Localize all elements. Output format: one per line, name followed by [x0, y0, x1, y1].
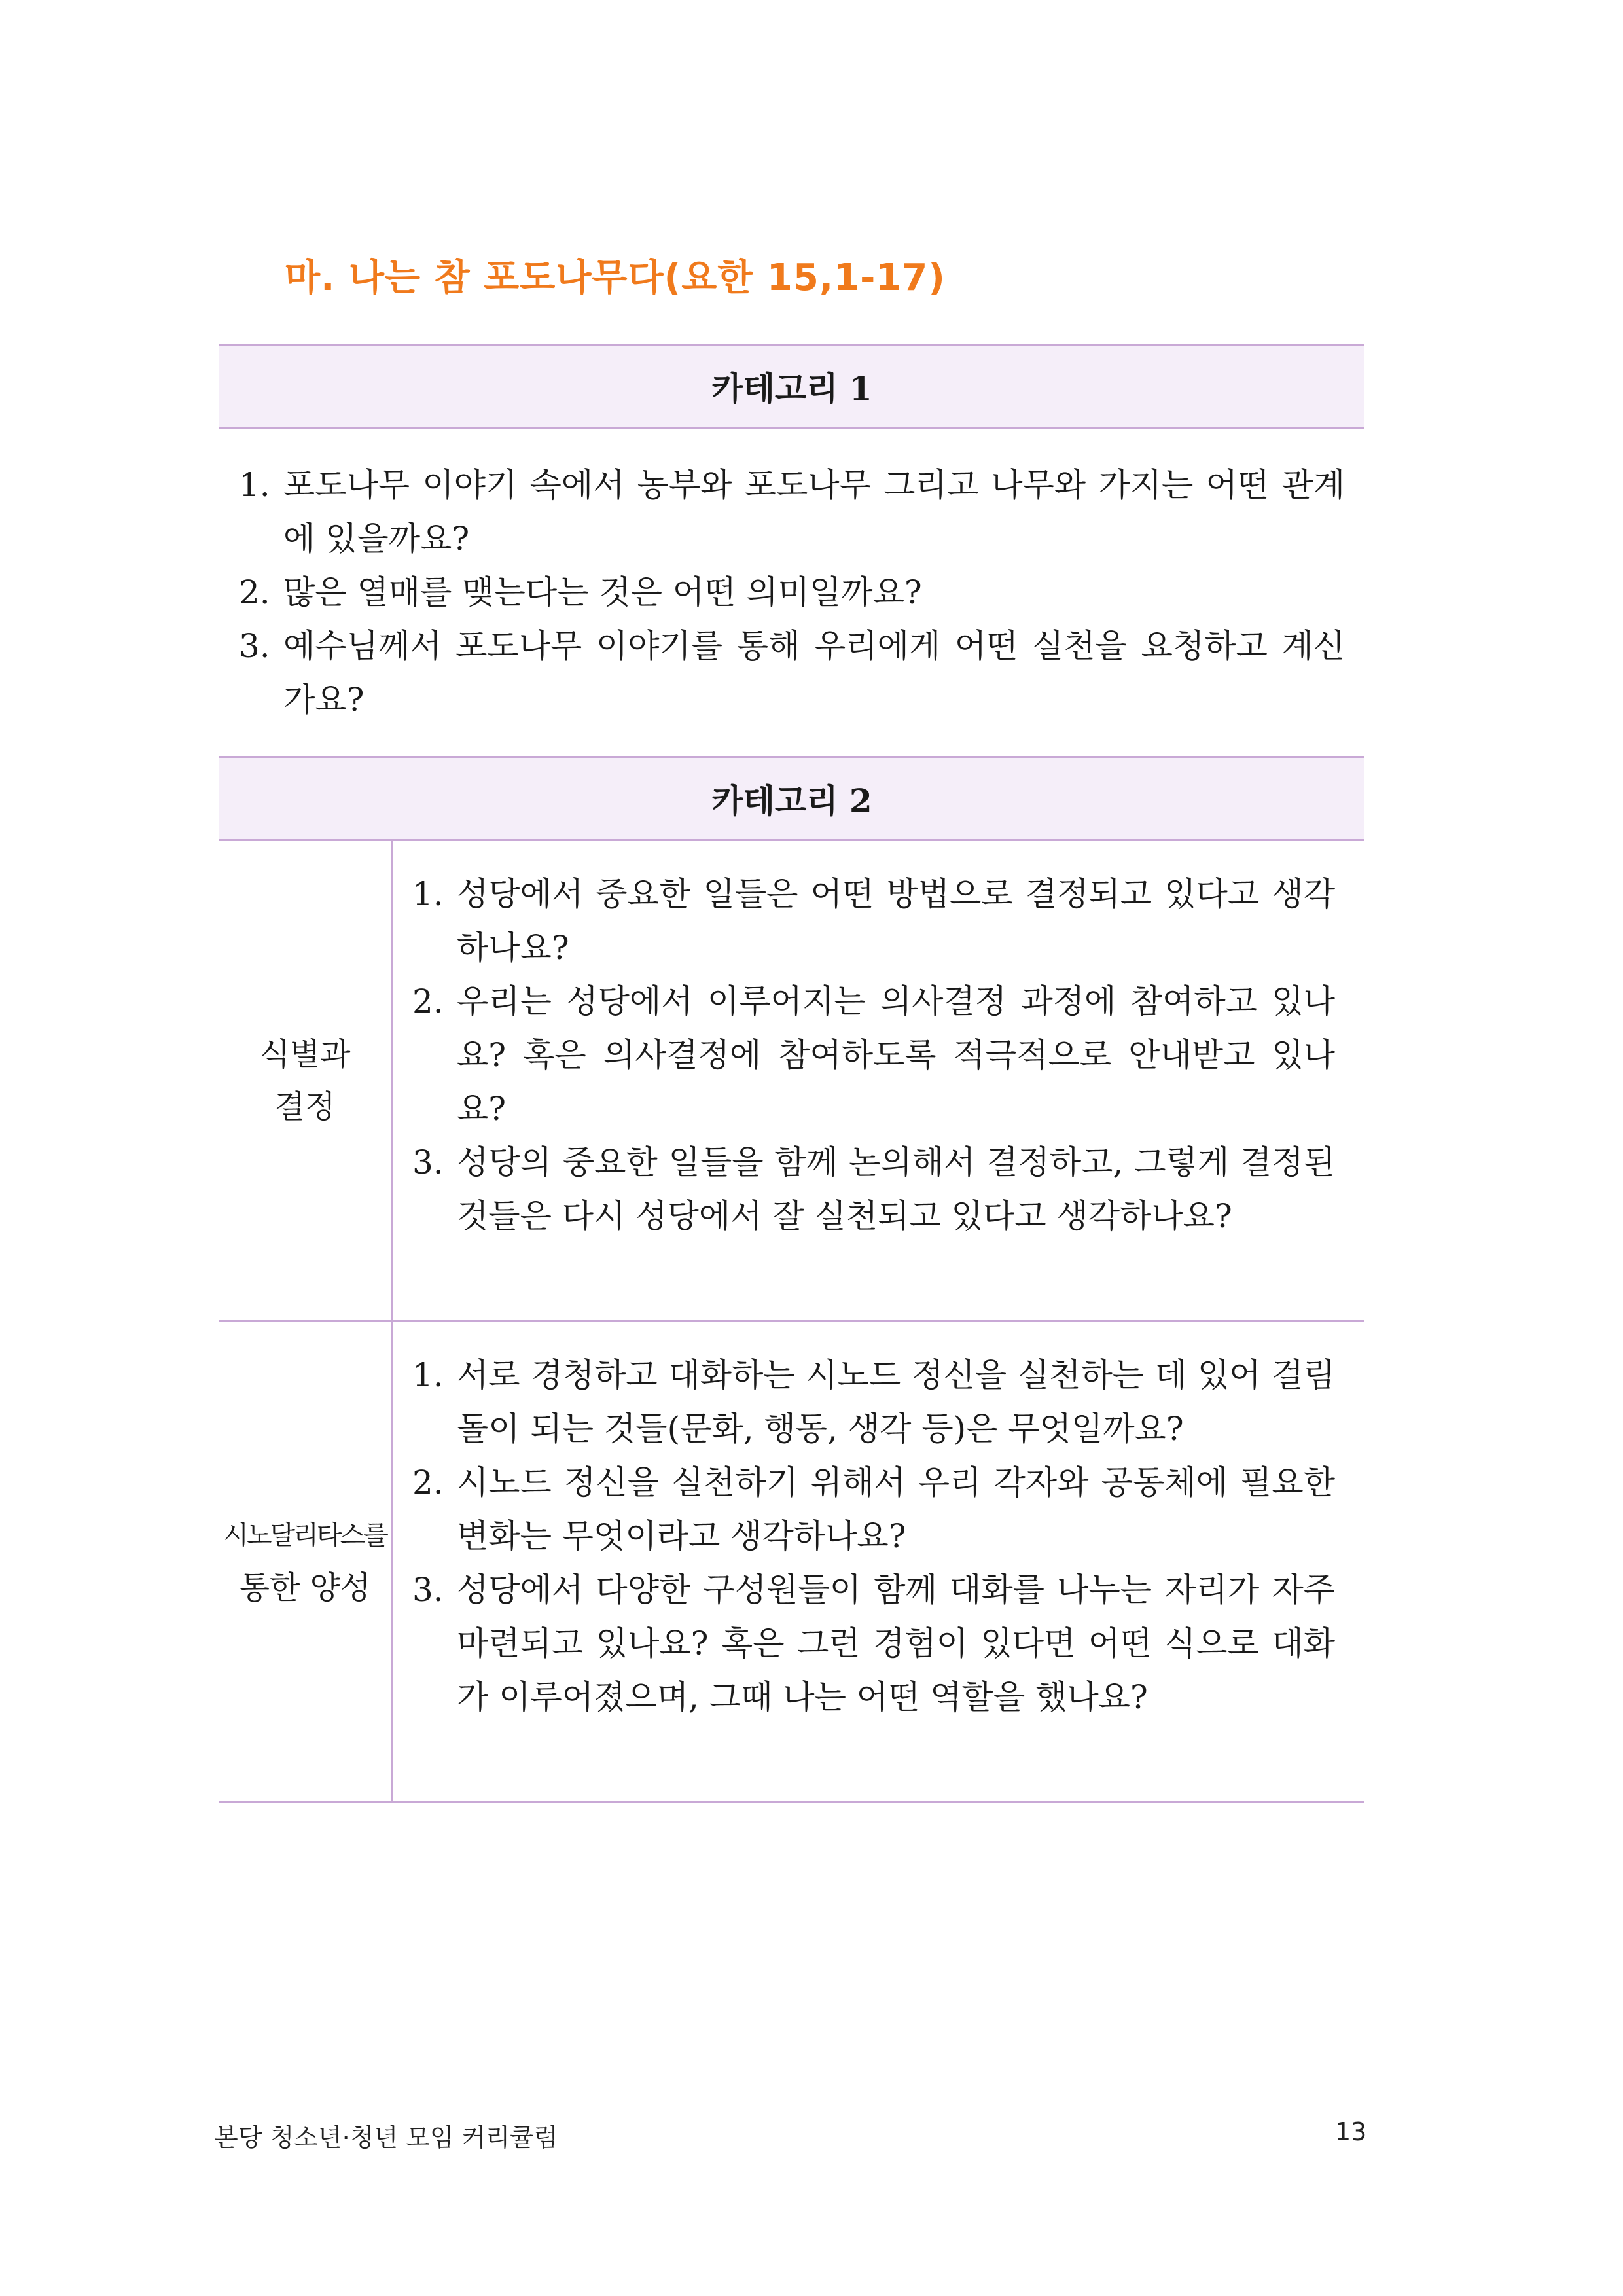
table-row — [219, 1322, 1364, 1803]
question-text: 성당에서 다양한 구성원들이 함께 대화를 나누는 자리가 자주 마련되고 있나요? 혹은 그런 경험이 있다면 어떤 식으로 대화가 이루어졌으며, 그때 나는 어떤 역할을 했나요? — [457, 1571, 1335, 1716]
row-label-line1: 식별과 — [259, 1036, 351, 1073]
list-item — [239, 458, 1345, 565]
list-item — [412, 1136, 1335, 1243]
row-label-line2: 통한 양성 — [239, 1570, 371, 1606]
question-text: 우리는 성당에서 이루어지는 의사결정 과정에 참여하고 있나요? 혹은 의사결정에 참여하도록 적극적으로 안내받고 있나요? — [457, 982, 1335, 1128]
category1-question-list — [239, 458, 1345, 726]
page-number: 13 — [1335, 2117, 1367, 2146]
question-text: 많은 열매를 맺는다는 것은 어떤 의미일까요? — [283, 573, 922, 611]
row-question-list — [412, 1348, 1335, 1724]
category1-header: 카테고리 1 — [219, 344, 1364, 429]
list-item — [239, 619, 1345, 726]
question-number: 2. — [412, 982, 444, 1020]
list-item — [412, 867, 1335, 975]
list-item — [412, 1563, 1335, 1724]
question-text: 서로 경청하고 대화하는 시노드 정신을 실천하는 데 있어 걸림돌이 되는 것들(문화, 행동, 생각 등)은 무엇일까요? — [457, 1356, 1335, 1448]
question-number: 1. — [239, 466, 270, 504]
row-label-line1: 시노달리타스를 — [223, 1520, 387, 1551]
question-text: 포도나무 이야기 속에서 농부와 포도나무 그리고 나무와 가지는 어떤 관계에 있을까요? — [283, 466, 1345, 558]
row-question-list — [412, 867, 1335, 1243]
row-label — [219, 841, 393, 1320]
table-row — [219, 841, 1364, 1322]
list-item — [239, 565, 1345, 619]
question-text: 성당의 중요한 일들을 함께 논의해서 결정하고, 그렇게 결정된 것들은 다시 성당에서 잘 실천되고 있다고 생각하나요? — [457, 1143, 1335, 1235]
question-number: 3. — [239, 627, 270, 665]
list-item — [412, 975, 1335, 1136]
footer-title: 본당 청소년·청년 모임 커리큘럼 — [214, 2123, 558, 2152]
section-title: 마. 나는 참 포도나무다(요한 15,1-17) — [285, 257, 946, 299]
question-number: 1. — [412, 1356, 444, 1394]
question-text: 시노드 정신을 실천하기 위해서 우리 각자와 공동체에 필요한 변화는 무엇이라고 생각하나요? — [457, 1463, 1335, 1555]
category2-header: 카테고리 2 — [219, 756, 1364, 841]
question-number: 3. — [412, 1143, 444, 1181]
question-number: 1. — [412, 875, 444, 913]
question-text: 예수님께서 포도나무 이야기를 통해 우리에게 어떤 실천을 요청하고 계신가요? — [283, 627, 1345, 719]
question-number: 2. — [239, 573, 270, 611]
question-number: 3. — [412, 1571, 444, 1609]
row-label-line2: 결정 — [274, 1088, 336, 1125]
row-label — [219, 1322, 393, 1801]
list-item — [412, 1456, 1335, 1563]
list-item — [412, 1348, 1335, 1456]
question-number: 2. — [412, 1463, 444, 1501]
question-text: 성당에서 중요한 일들은 어떤 방법으로 결정되고 있다고 생각하나요? — [457, 875, 1335, 967]
